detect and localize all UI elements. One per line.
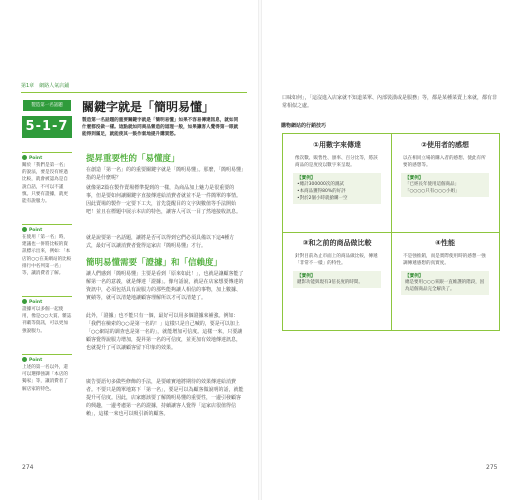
point-bullet-icon (22, 299, 27, 304)
diagram-cell-user-feedback: ②使用者的感想 以在相同立場的購入者的感想、使此有所要的感想等。 【實例】 「已經長年使用這個商品」 「○○○○只有○○○小姐」 (391, 134, 499, 232)
point-box-3: Point 證據可以多個一起使用，像是○○大賞、雜誌刊載等資訊，可以更加強說服力。 (22, 296, 72, 350)
paragraph-3: 讓人們感到「簡明易懂」主要是看到「原來如此！」，也就是讓顧客能了解第一名的意義，就是傳達「證據」。像句話說，就是在店家想要傳達的資訊中，必須包括具有說服力的那些能夠讓人相信的事物，加上數據、實績等，就可以清楚地讓顧客理解所以才可以清楚了。 (86, 271, 244, 301)
heading-evidence: 簡明易懂需要「證據」和「信賴度」 (86, 258, 223, 268)
diagram-cell-comparison: ③和之前的商品做比較 針對目前為止市面上的商品做比較，傳遞「非常不一樣」的特性。 【實例】 鍵影功能與現有3倍長度的時間。 (283, 232, 391, 330)
chapter-rule (21, 92, 247, 93)
diagram-cell-performance: ④性能 不是強推銷，而是實際使用時的感想一強調傳遞感想的真實度。 【實例】 總是要用○○○來跟一直維護的階段，因為這個商品完全解決了。 (391, 232, 499, 330)
chapter-header: 第1章 網路人氣店鋪 (21, 83, 70, 89)
section-tag: 製造第一名話題 (23, 100, 71, 111)
paragraph-2: 就像第2篇在製作賣場標準提到的一樣，為商品加上魅力是很重要的事，但是要如何讓關鍵字直接傳達給消費者就並不是一件簡單的事情。因此賣場的製作一定要下工夫，首先從醒目的文字與數值等手法開始吧！並且在標題中展示本店的特色，讓客人可以一目了然地接收訊息。 (86, 185, 242, 215)
page-subtitle: 製造第一名話題的重要關鍵字就是「簡明易懂」如果不容易傳達訊息，就如同什麼都沒做一樣。這點就如同商品營造的道理一般，如果讓客人覺得第一眼就能得到滿足，就能使其一鼓作氣地提升購買慾。 (82, 118, 239, 137)
example-box: 【實例】 總是要用○○○來跟一直維護的階段，因為這個商品完全解決了。 (401, 271, 489, 295)
page-number-left: 274 (22, 464, 34, 471)
heading-importance: 提昇重要性的「易懂度」 (86, 154, 180, 164)
point-bullet-icon (22, 357, 27, 362)
point-bullet-icon (22, 227, 27, 232)
example-box: 【實例】 鍵影功能與現有3倍長度的時間。 (293, 271, 381, 288)
paragraph-1: 在創造「第一名」的的重要關鍵字就是「簡明易懂」。那麼，「簡明易懂」指的是什麼呢？ (86, 167, 244, 181)
point-box-1: Point 關於「我們是第一名」的說法，要是沒有經過比較，就會被認為是自說自話，不可以不謹慎。只要有證據，就更能有說服力。 (22, 152, 72, 224)
example-box: 【實例】 「已經長年使用這個商品」 「○○○○只有○○○小姐」 (401, 173, 489, 197)
diagram-title: 購物網站的行銷技巧 (281, 123, 327, 129)
example-box: 【實例】 •總計300000次的測試 •本商品獲得80%的好評 •對於2個小時就搶購一空 (293, 173, 381, 204)
paragraph-5: 廣告要語句多做些修飾的手法，是要確實地將期待的效果傳達給消費者。不要只是簡單地寫下「第一名」，要是可以為顧客做說明的話，就能提升可信度。因此，店家應該要了解簡明易懂的重要性，一邊引發顧客的興趣，一邊考慮第一名的證據，持續讓客人覺得「這家店很值得信賴」，這樣一來也可以吸引新的顧客。 (86, 379, 244, 417)
point-bullet-icon (22, 155, 27, 160)
section-number: 5-1-7 (22, 116, 72, 138)
book-gutter (258, 0, 262, 500)
paragraph-4: 此外，「證據」也不能只有一個，最好可以用多個證據來補強。例如：「我們在檢索的○○是第一名的！」這樣只是自己喊的，要是可以加上「○○網站的調查也是第一名的」，就能增加可信度。這樣一來，只要讓顧客覺得說服力增加，提昇第一名的可信度，並更加有效地傳達訊息，也就提升了可以讓顧客留下印象的效果。 (86, 313, 243, 351)
page-title: 關鍵字就是「簡明易懂」 (82, 100, 215, 114)
diagram-cell-numbers: ①用數字來傳達 像次數、販售性、頒率、百分比等，將該商品的是度度以數字來呈現。 【實例】 •總計300000次的測試 •本商品獲得80%的好評 •對於2個小時就搶購一空 (283, 134, 391, 232)
marketing-diagram (282, 133, 500, 331)
right-intro-paragraph: 口味如何」，「這沒進入店家就不知道菜單、內部裝潢或是服務」等，都是某種菜賣上來就，都有非常相似之處。 (282, 95, 498, 109)
point-box-2: Point 在使用「第一名」時，建議也一併將比較的資訊標示出來，例如：「本店的○○在某網站的比較排行中名列第一名」等，讓消費者了解。 (22, 224, 72, 296)
point-box-4: Point 上述的第一名以外，還可以選擇強調「本店的獨家」等，讓消費者了解店家的特色。 (22, 354, 72, 414)
paragraph-2b: 就是說要第一名話題，讓將是否可以得到它們必須具備以下這4種方式，最好可以讓消費者覺得這家店『簡明易懂』才行。 (86, 235, 235, 249)
page-number-right: 275 (486, 464, 498, 471)
